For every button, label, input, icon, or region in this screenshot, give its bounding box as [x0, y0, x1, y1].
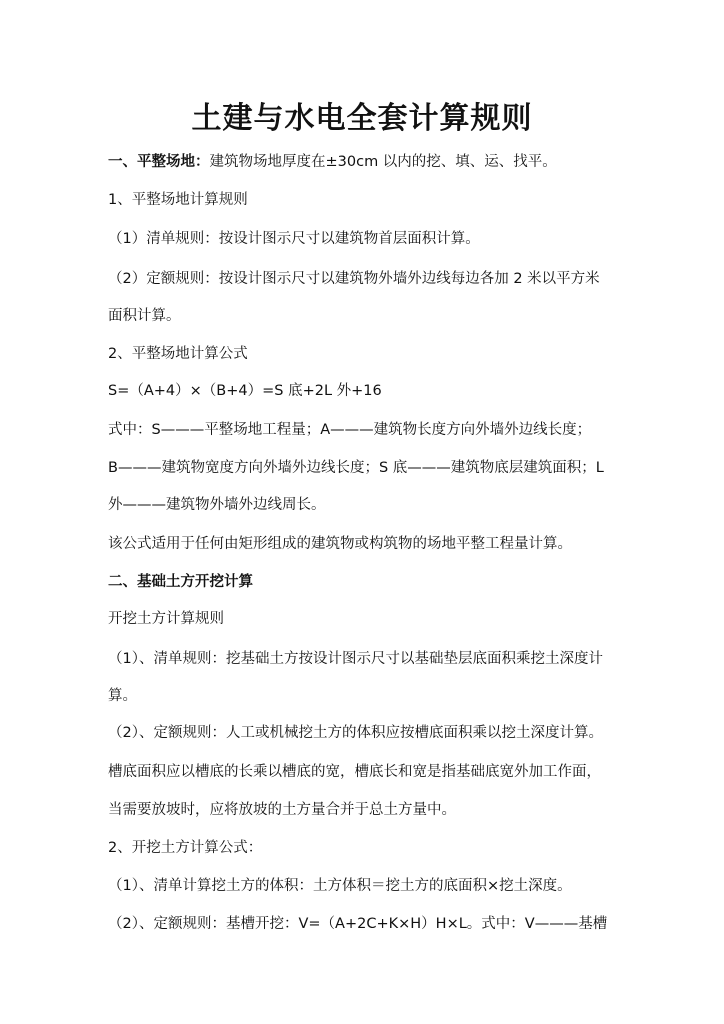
section1-applicability: 该公式适用于任何由矩形组成的建筑物或构筑物的场地平整工程量计算。 [108, 536, 572, 552]
section1-note-line1: 式中：S———平整场地工程量；A———建筑物长度方向外墙外边线长度； [108, 422, 592, 438]
section2-formula2: （2）、定额规则：基槽开挖：V=（A+2C+K×H）H×L。式中：V———基槽 [108, 916, 608, 932]
section2-formula1: （1）、清单计算挖土方的体积：土方体积＝挖土方的底面积×挖土深度。 [108, 878, 572, 894]
section2-rule2-line3: 当需要放坡时，应将放坡的土方量合并于总土方量中。 [108, 802, 456, 818]
section1-intro: 建筑物场地厚度在±30cm 以内的挖、填、运、找平。 [209, 154, 557, 170]
section1-sub1: 1、平整场地计算规则 [108, 192, 248, 208]
section2-sub2: 2、开挖土方计算公式： [108, 840, 263, 856]
document-title: 土建与水电全套计算规则 [191, 101, 533, 136]
section1-rule1: （1）清单规则：按设计图示尺寸以建筑物首层面积计算。 [108, 231, 480, 247]
section1-rule2-line2: 面积计算。 [108, 308, 181, 324]
section1-note-line2: B———建筑物宽度方向外墙外边线长度；S 底———建筑物底层建筑面积；L [108, 460, 604, 476]
section2-heading: 二、基础土方开挖计算 [108, 574, 253, 590]
section2-rule2-line2: 槽底面积应以槽底的长乘以槽底的宽，槽底长和宽是指基础底宽外加工作面， [108, 764, 601, 780]
section1-sub2: 2、平整场地计算公式 [108, 346, 248, 362]
section1-note-line3: 外———建筑物外墙外边线周长。 [108, 497, 326, 513]
section1-rule2-line1: （2）定额规则：按设计图示尺寸以建筑物外墙外边线每边各加 2 米以平方米 [108, 271, 600, 287]
section2-rule1-line2: 算。 [108, 688, 137, 704]
section2-sub1: 开挖土方计算规则 [108, 611, 224, 627]
section1-heading: 一、平整场地： [108, 154, 210, 170]
section1-intro-line [108, 151, 628, 173]
section2-rule2-line1: （2）、定额规则：人工或机械挖土方的体积应按槽底面积乘以挖土深度计算。 [108, 725, 603, 741]
section2-rule1-line1: （1）、清单规则：挖基础土方按设计图示尺寸以基础垫层底面积乘挖土深度计 [108, 651, 603, 667]
section1-formula: S=（A+4）×（B+4）=S 底+2L 外+16 [108, 383, 382, 399]
